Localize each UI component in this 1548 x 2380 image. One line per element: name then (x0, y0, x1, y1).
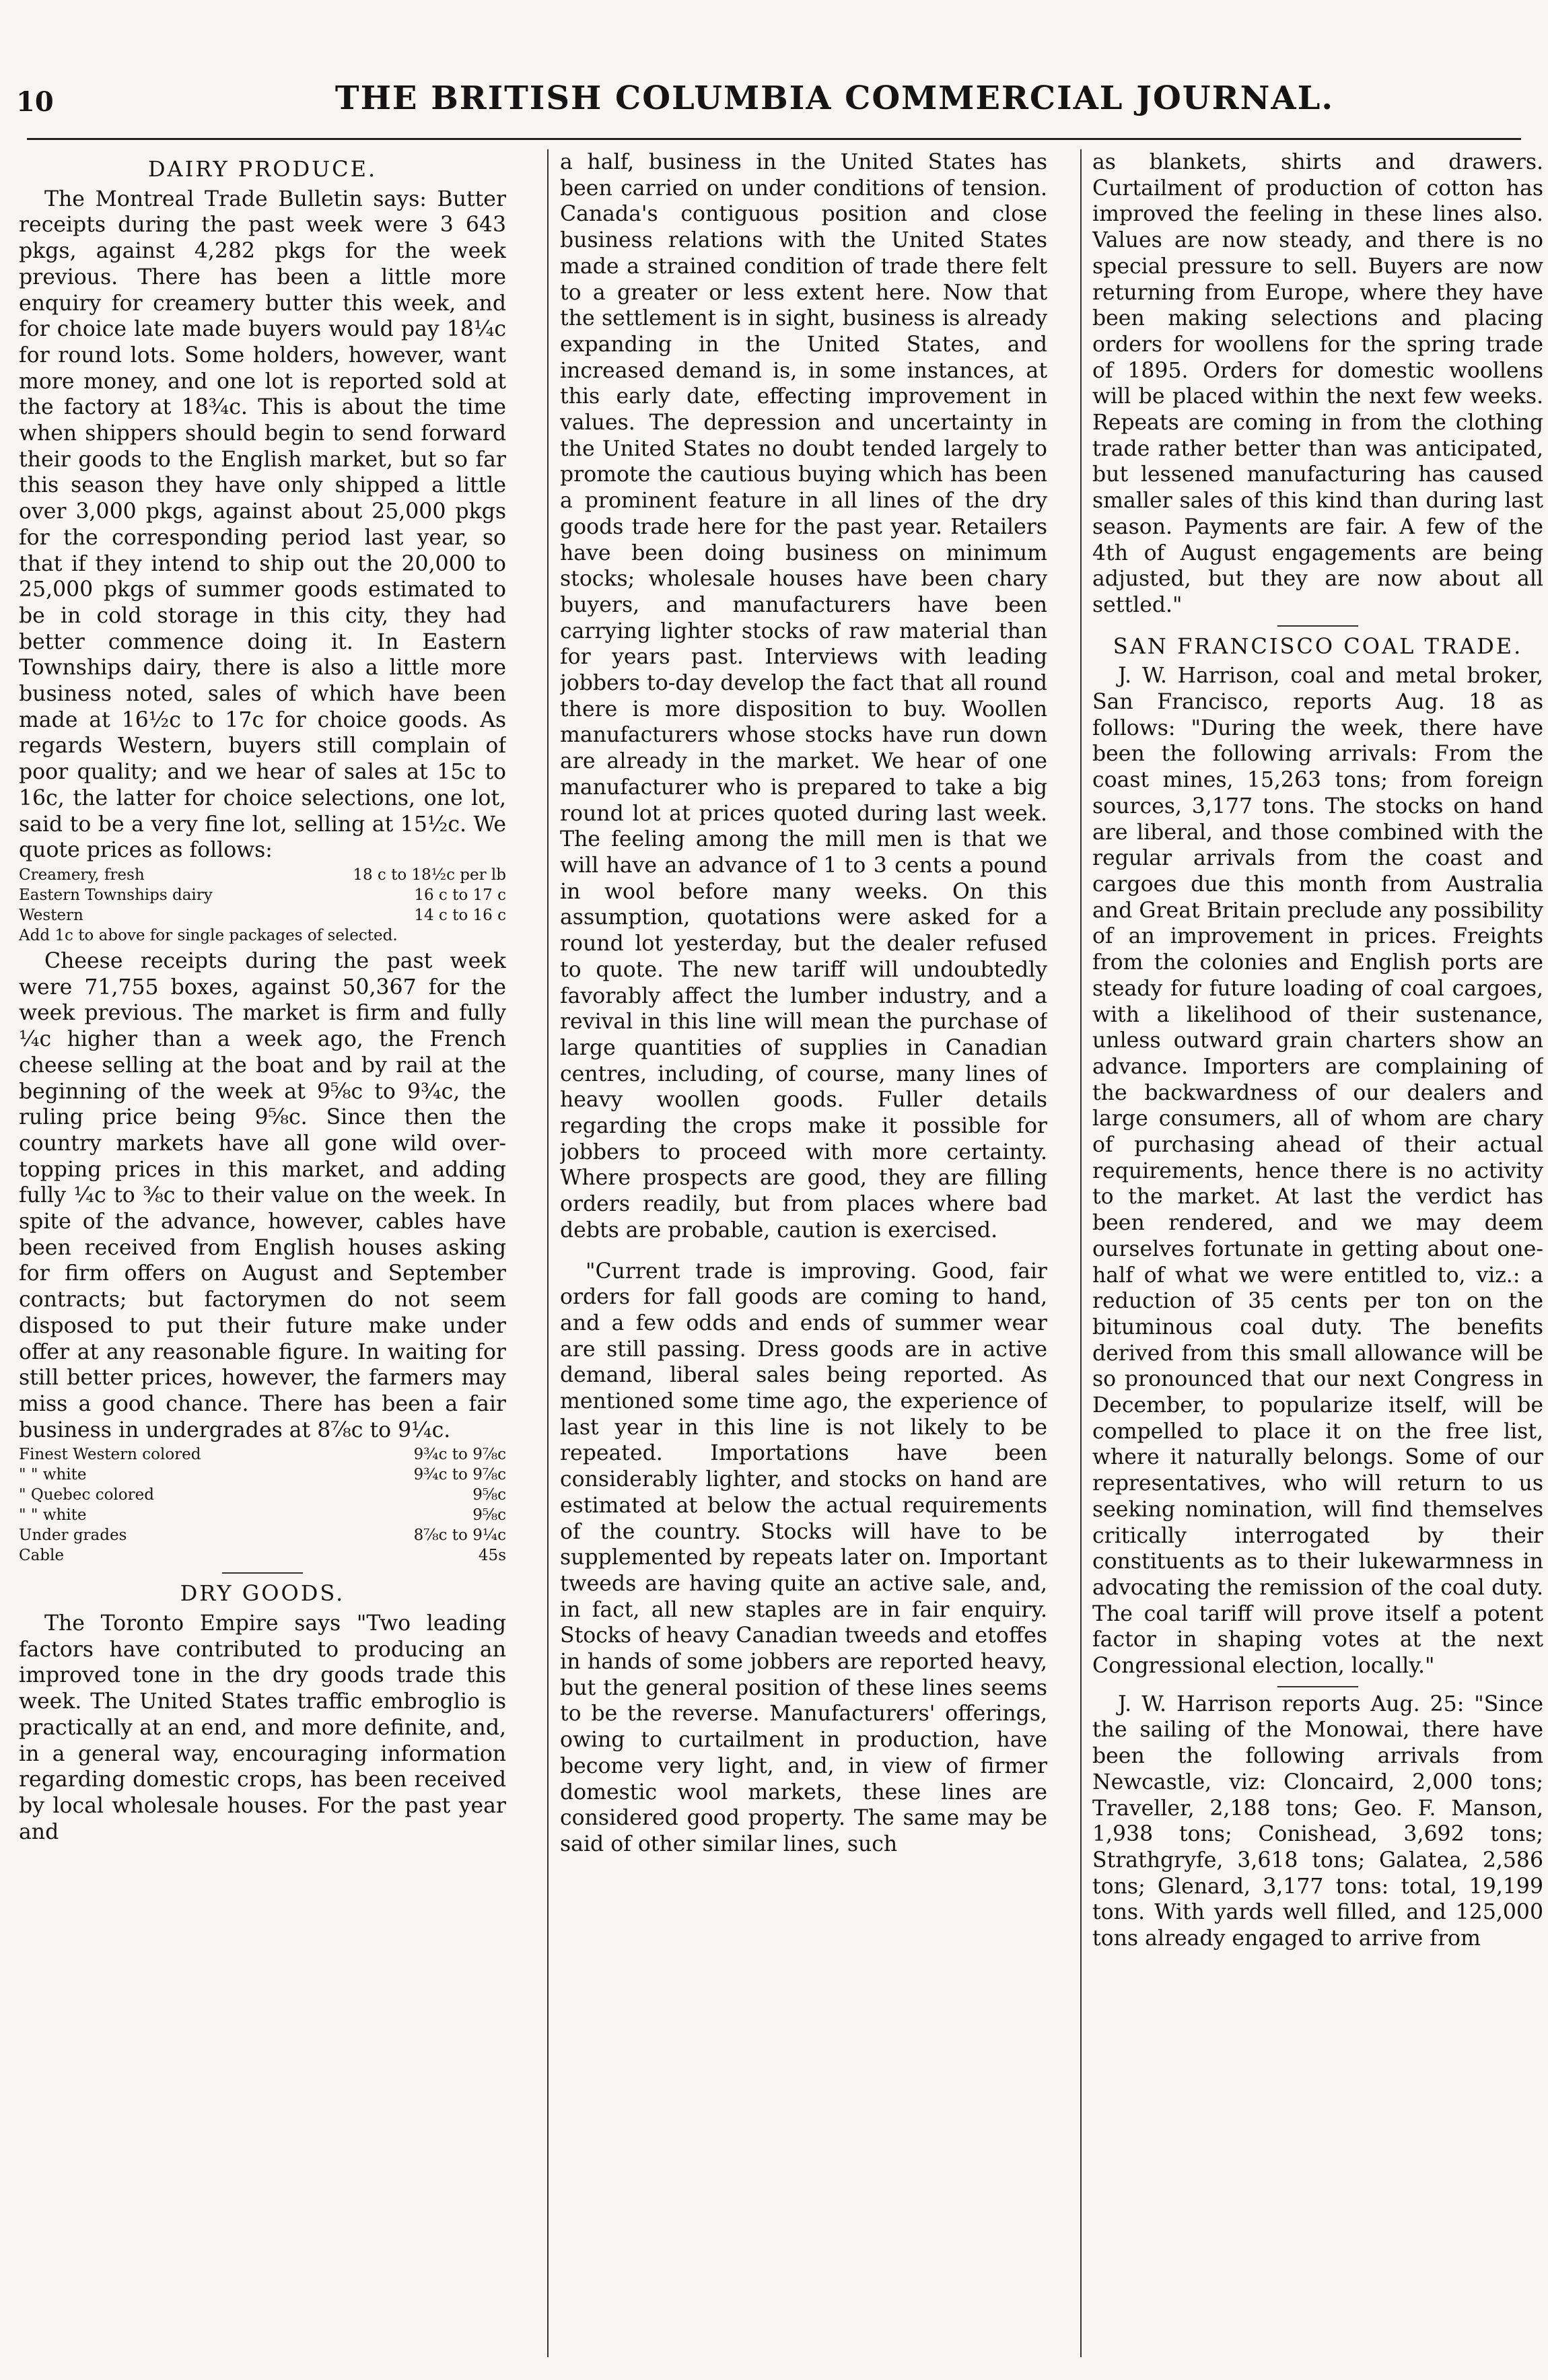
quote-price: 16 c to 17 c (414, 886, 506, 904)
coal-report-aug18-paragraph: J. W. Harrison, coal and metal broker, San Francisco, reports Aug. 18 as follows: "During the week, there have been the following arrivals: From the coast mines, 15,263 tons; from foreign sources, 3,177 tons. The stocks on hand are liberal, and those combined with the regular arrivals from the coast and cargoes due this month from Australia and Great Britain preclude any possibility of an improvement in prices. Freights from the colonies and English ports are steady for future loading of coal cargoes, with a likelihood of their sustenance, unless outward grain charters show an advance. Importers are complaining of the backwardness of our dealers and large consumers, all of whom are chary of purchasing ahead of their actual requirements, hence there is no activity to the market. At last the verdict has been rendered, and we may deem ourselves fortunate in getting about one-half of what we were entitled to, viz.: a reduction of 35 cents per ton on the bituminous coal duty. The benefits derived from this small allowance will be so pronounced that our next Congress in December, to popularize itself, will be compelled to place it on the free list, where it naturally belongs. Some of our representatives, who will return to us seeking nomination, will find themselves critically interrogated by their constituents as to their lukewarmness in advocating the remission of the coal duty. The coal tariff will prove itself a potent factor in shaping votes at the next Congressional election, locally." (1092, 664, 1543, 1679)
section-divider (222, 1572, 303, 1574)
quote-item: Eastern Townships dairy (19, 886, 213, 904)
section-divider (1277, 625, 1358, 627)
dairy-butter-paragraph: The Montreal Trade Bulletin says: Butter receipts during the past week were 3 643 pkgs, against 4,282 pkgs for the week previous. There has been a little more enquiry for creamery butter this week, and for choice late made buyers would pay 18¼c for round lots. Some holders, however, want more money, and one lot is reported sold at the factory at 18¾c. This is about the time when shippers should begin to send forward their goods to the English market, but so far this season they have only shipped a little over 3,000 pkgs, against about 25,000 pkgs for the corresponding period last year, so that if they intend to ship out the 20,000 to 25,000 pkgs of summer goods estimated to be in cold storage in this city, they had better commence doing it. In Eastern Townships dairy, there is also a little more business noted, sales of which have been made at 16½c to 17c for choice goods. As regards Western, buyers still complain of poor quality; and we hear of sales at 15c to 16c, the latter for choice selections, one lot, said to be a very fine lot, selling at 15½c. We quote prices as follows: (19, 186, 506, 863)
current-trade-paragraph: "Current trade is improving. Good, fair orders for fall goods are coming to hand, and a few odds and ends of summer wear are still passing. Dress goods are in active demand, liberal sales being reported. As mentioned some time ago, the experience of last year in this line is not likely to be repeated. Importations have been considerably lighter, and stocks on hand are estimated at below the actual requirements of the country. Stocks will have to be supplemented by repeats later on. Important tweeds are having quite an active sale, and, in fact, all new staples are in fair enquiry. Stocks of heavy Canadian tweeds and etoffes in hands of some jobbers are reported heavy, but the general position of these lines seems to be the reverse. Manufacturers' offerings, owing to curtailment in production, have become very light, and, in view of firmer domestic wool markets, these lines are considered good property. The same may be said of other similar lines, such (560, 1259, 1047, 1856)
column-rule-1 (547, 149, 549, 2357)
header-rule (27, 138, 1521, 140)
coal-report-aug25-paragraph: J. W. Harrison reports Aug. 25: "Since the sailing of the Monowai, there have been the following arrivals from Newcastle, viz: Cloncaird, 2,000 tons; Traveller, 2,188 tons; Geo. F. Manson, 1,938 tons; Conishead, 3,692 tons; Strathgryfe, 3,618 tons; Galatea, 2,586 tons; Glenard, 3,177 tons: total, 19,199 tons. With yards well filled, and 125,000 tons already engaged to arrive from (1092, 1691, 1543, 1951)
dry-goods-heading: DRY GOODS. (180, 1580, 345, 1607)
quote-price: 8⅞c to 9¼c (413, 1527, 506, 1545)
quote-item: " Quebec colored (19, 1486, 154, 1504)
column-1 (19, 149, 506, 2371)
quote-row (19, 885, 506, 905)
quote-row (19, 905, 506, 925)
quote-row (19, 865, 506, 885)
quote-note: Add 1c to above for single packages of selected. (19, 926, 398, 944)
dairy-cheese-paragraph: Cheese receipts during the past week were 71,755 boxes, against 50,367 for the week previous. The market is firm and fully ¼c higher than a week ago, the French cheese selling at the boat and by rail at the beginning of the week at 9⅝c to 9¾c, the ruling price being 9⅝c. Since then the country markets have all gone wild over-topping prices in this market, and adding fully ¼c to ⅜c to their value on the week. In spite of the advance, however, cables have been received from English houses asking for firm offers on August and September contracts; but factorymen do not seem disposed to put their future make under offer at any reasonable figure. In waiting for still better prices, however, the farmers may miss a good chance. There has been a fair business in undergrades at 8⅞c to 9¼c. (19, 948, 506, 1442)
quote-price: 18 c to 18½c per lb (353, 866, 506, 884)
quote-row (19, 1485, 506, 1505)
coal-trade-heading: SAN FRANCISCO COAL TRADE. (1113, 633, 1523, 659)
quote-price: 9¾c to 9⅞c (413, 1466, 506, 1484)
quote-price: 14 c to 16 c (414, 906, 506, 924)
quote-price: 9⅝c (472, 1486, 506, 1504)
quote-row (19, 1465, 506, 1485)
column-2 (560, 149, 1047, 2371)
quote-item: " " white (19, 1506, 87, 1525)
quote-row (19, 1444, 506, 1465)
masthead: THE BRITISH COLUMBIA COMMERCIAL JOURNAL. (335, 79, 1335, 117)
quote-price: 9⅝c (472, 1506, 506, 1525)
quote-item: Under grades (19, 1527, 127, 1545)
column-rule-2 (1080, 149, 1082, 2357)
quote-price: 45s (478, 1547, 506, 1565)
quote-row (19, 1525, 506, 1545)
section-divider (1277, 1686, 1358, 1687)
dry-goods-final-paragraph: as blankets, shirts and drawers. Curtailment of production of cotton has improved the feeling in these lines also. Values are now steady, and there is no special pressure to sell. Buyers are now returning from Europe, where they have been making selections and placing orders for woollens for the spring trade of 1895. Orders for domestic woollens will be placed within the next few weeks. Repeats are coming in from the clothing trade rather better than was anticipated, but lessened manufacturing has caused smaller sales of this kind than during last season. Payments are fair. A few of the 4th of August engagements are being adjusted, but they are now about all settled." (1092, 150, 1543, 617)
quote-price: 9¾c to 9⅞c (413, 1446, 506, 1464)
dry-goods-continued-paragraph: a half, business in the United States has been carried on under conditions of tension. Canada's contiguous position and close business relations with the United States made a strained condition of trade there felt to a greater or less extent here. Now that the settlement is in sight, business is already expanding in the United States, and increased demand is, in some instances, at this early date, effecting improvement in values. The depression and uncertainty in the United States no doubt tended largely to promote the cautious buying which has been a prominent feature in all lines of the dry goods trade here for the past year. Retailers have been doing business on minimum stocks; wholesale houses have been chary buyers, and manufacturers have been carrying lighter stocks of raw material than for years past. Interviews with leading jobbers to-day develop the fact that all round there is more disposition to buy. Woollen manufacturers whose stocks have run down are already in the market. We hear of one manufacturer who is prepared to take a big round lot at prices quoted during last week. The feeling among the mill men is that we will have an advance of 1 to 3 cents a pound in wool before many weeks. On this assumption, quotations were asked for a round lot yesterday, but the dealer refused to quote. The new tariff will undoubtedly favorably affect the lumber industry, and a revival in this line will mean the purchase of large quantities of supplies in Canadian centres, including, of course, many lines of heavy woollen goods. Fuller details regarding the crops make it possible for jobbers to proceed with more certainty. Where prospects are good, they are filling orders readily, but from places where bad debts are probable, caution is exercised. (560, 150, 1047, 1242)
column-3 (1092, 149, 1543, 2371)
cheese-quotes (19, 1444, 506, 1566)
quote-item: Creamery, fresh (19, 866, 145, 884)
quote-item: Finest Western colored (19, 1446, 201, 1464)
quote-item: Cable (19, 1547, 65, 1565)
quote-item: " " white (19, 1466, 87, 1484)
quote-row (19, 1545, 506, 1566)
page-number: 10 (16, 86, 54, 118)
butter-quotes (19, 865, 506, 946)
quote-item: Western (19, 906, 83, 924)
dry-goods-paragraph: The Toronto Empire says "Two leading factors have contributed to producing an improved tone in the dry goods trade this week. The United States traffic embroglio is practically at an end, and more definite, and, in a general way, encouraging information regarding domestic crops, has been received by local wholesale houses. For the past year and (19, 1611, 506, 1844)
dairy-produce-heading: DAIRY PRODUCE. (147, 156, 378, 182)
quote-row (19, 1505, 506, 1525)
